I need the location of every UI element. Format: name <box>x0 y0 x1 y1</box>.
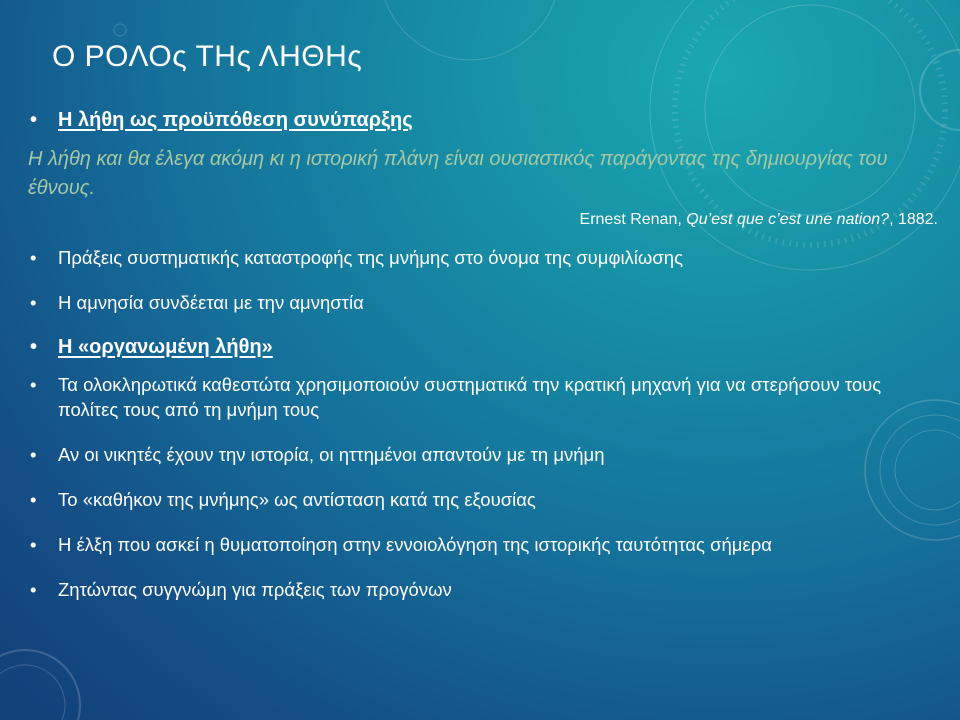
list-item <box>28 290 938 315</box>
list-item-text: Η αμνησία συνδέεται με την αμνηστία <box>58 292 364 313</box>
list-item-text: Η έλξη που ασκεί η θυματοποίηση στην εννοιολόγηση της ιστορικής ταυτότητας σήμερα <box>58 534 772 555</box>
list-item-text: Αν οι νικητές έχουν την ιστορία, οι ηττημένοι απαντούν με τη μνήμη <box>58 444 605 465</box>
bullet-icon: • <box>30 336 38 358</box>
slide-content <box>28 108 938 622</box>
bullet-icon: • <box>30 109 38 131</box>
list-item-text: Το «καθήκον της μνήμης» ως αντίσταση κατά της εξουσίας <box>58 489 536 510</box>
list-item <box>28 577 938 602</box>
bullet-icon: • <box>30 534 37 555</box>
list-item-text: Πράξεις συστηματικής καταστροφής της μνήμης στο όνομα της συμφιλίωσης <box>58 247 683 268</box>
bullet-icon: • <box>30 444 37 465</box>
renan-quote: Η λήθη και θα έλεγα ακόμη κι η ιστορική πλάνη είναι ουσιαστικός παράγοντας της δημιουργίας του έθνους. <box>28 148 888 199</box>
citation-year: , 1882. <box>889 211 938 228</box>
bullet-icon: • <box>30 292 37 313</box>
section-heading <box>28 108 938 133</box>
heading-text: Η «οργανωμένη λήθη» <box>58 336 273 358</box>
slide-title: Ο ΡΟΛΟς ΤΗς ΛΗΘΗς <box>52 40 363 73</box>
list-item-text: Ζητώντας συγγνώμη για πράξεις των προγόνων <box>58 579 452 600</box>
bullet-icon: • <box>30 489 37 510</box>
bullet-icon: • <box>30 579 37 600</box>
list-item-text: Τα ολοκληρωτικά καθεστώτα χρησιμοποιούν συστηματικά την κρατική μηχανή για να στερήσουν τους πολίτες τους από τη μνήμη τους <box>58 374 882 420</box>
list-item <box>28 245 938 270</box>
list-item <box>28 372 938 422</box>
section-heading <box>28 335 938 360</box>
quote-citation <box>28 209 938 231</box>
list-item <box>28 442 938 467</box>
heading-text: Η λήθη ως προϋπόθεση συνύπαρξης <box>58 109 413 131</box>
list-item <box>28 532 938 557</box>
citation-author: Ernest Renan, <box>579 211 682 228</box>
bullet-icon: • <box>30 374 37 395</box>
citation-work: Qu’est que c’est une nation? <box>686 211 890 228</box>
bullet-icon: • <box>30 247 37 268</box>
list-item <box>28 487 938 512</box>
